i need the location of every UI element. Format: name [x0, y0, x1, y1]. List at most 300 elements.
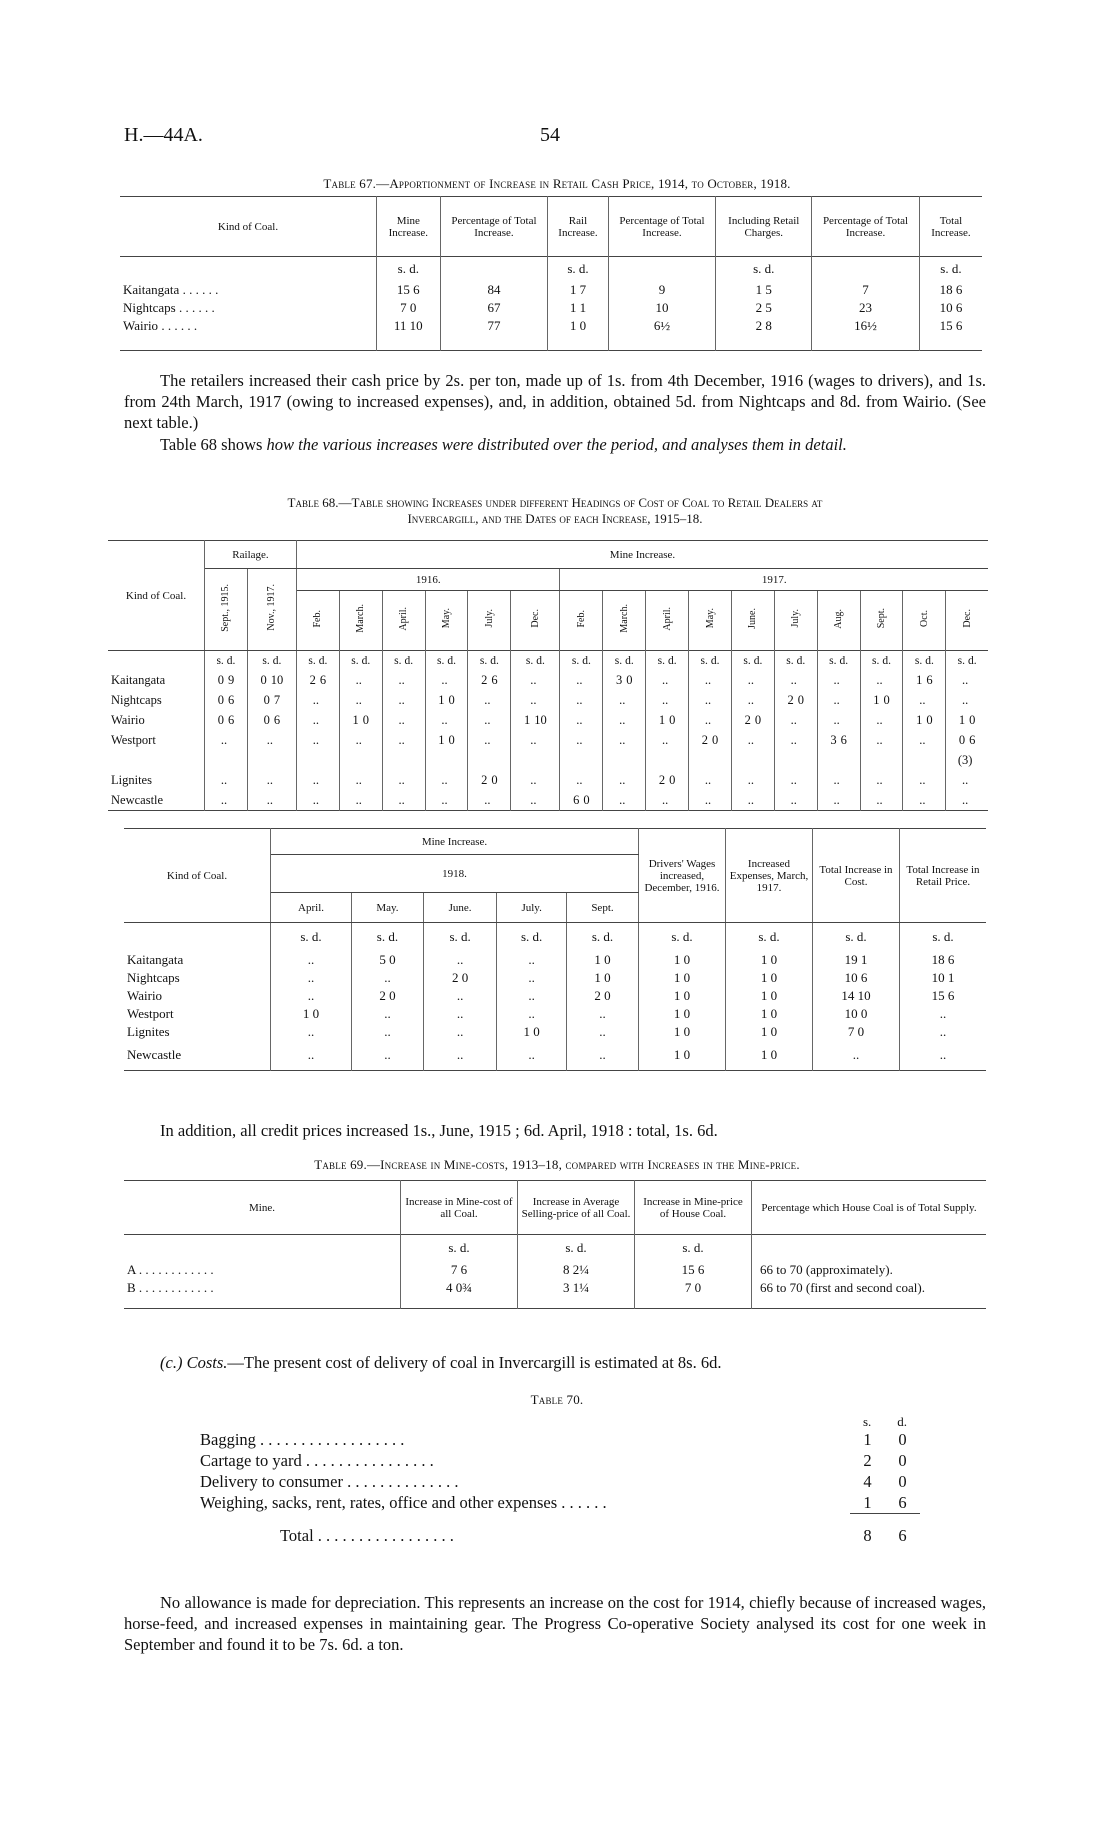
t69-cell: 4 0¾ [401, 1279, 518, 1309]
t68b-cell: .. [497, 951, 567, 969]
table69 [124, 1180, 986, 1309]
t68-cell [774, 671, 817, 691]
t68b-cell: .. [497, 987, 567, 1005]
t68-cell-s: .. [619, 693, 626, 707]
t67-cell: 16½ [812, 317, 920, 351]
t68-cell [946, 771, 988, 791]
t68-unit-s: s. [351, 654, 359, 667]
t68b-cell: .. [423, 1023, 497, 1041]
t68-row [108, 691, 988, 711]
t68-cell [731, 771, 774, 791]
t68-cell-s: .. [704, 792, 712, 807]
table67 [120, 196, 982, 351]
t68b-cell: .. [566, 1005, 638, 1023]
t69-cell: 7 6 [401, 1261, 518, 1279]
t68-cell [817, 691, 860, 711]
t68b-cell: 1 0 [726, 951, 813, 969]
t68-month-1917: May. [689, 591, 732, 651]
t68-unit-d: d. [882, 654, 891, 667]
t68-unit-d: d. [796, 654, 806, 667]
table70-title: Table 70. [530, 1392, 584, 1407]
t67-cell: Nightcaps . . . . . . [120, 299, 377, 317]
t68b-unit-cell: s. d. [352, 923, 424, 951]
t68-unit-s: s. [914, 654, 923, 667]
paragraph-depreciation: No allowance is made for depreciation. This represents an increase on the cost for 1914, chiefly because of increased wages, horse-feed, and increased expenses in maintaining gear. The Progress Co-operative Society analysed its cost for one week in September and found it to be 7s. 6d. a ton. [124, 1593, 986, 1654]
t68-cell [296, 771, 339, 791]
t68-month-1916: March. [339, 591, 382, 651]
t68-cell [903, 731, 946, 751]
t68-cell-s: .. [790, 792, 797, 807]
t69-unit-cell [124, 1235, 401, 1261]
t68-cell [339, 691, 382, 711]
t68b-cell: .. [423, 987, 497, 1005]
t68-cell [946, 691, 988, 711]
t68-cell-s: .. [876, 713, 883, 727]
t68-month-1916: May. [425, 591, 468, 651]
t68-unit-d: d. [361, 654, 371, 667]
t68-cell-s: .. [576, 733, 583, 747]
t68-cell-d: 0 [969, 713, 976, 727]
t68-unit-cell [382, 651, 425, 671]
t68-cell [860, 671, 903, 691]
t68-row-label [108, 751, 205, 771]
t68b-cell: .. [352, 1005, 424, 1023]
t68b-header-mine: Mine Increase. [271, 829, 639, 855]
t68b-cell: .. [352, 969, 424, 987]
t68-cell-d: 0 [626, 673, 633, 687]
t68-unit-cell [689, 651, 732, 671]
t68-cell [646, 711, 689, 731]
t68b-row [124, 1023, 986, 1041]
t68-cell [860, 731, 903, 751]
table67-title: Table 67.—Apportionment of Increase in Retail Cash Price, 1914, to October, 1918. [323, 176, 791, 191]
t68-cell [425, 791, 468, 811]
t67-cell: 84 [440, 281, 548, 299]
t68-month-1916: July. [468, 591, 511, 651]
t68-cell [731, 691, 774, 711]
t67-cell: 1 0 [548, 317, 608, 351]
t68-cell-s: .. [876, 673, 883, 687]
t70-total-label: Total [280, 1526, 314, 1545]
t68-unit-d: d. [839, 654, 849, 667]
page-number: 54 [540, 124, 560, 146]
t68-cell [382, 791, 425, 811]
t68b-cell: .. [271, 969, 352, 987]
t68-cell-d: 6 [926, 673, 933, 687]
t68-cell-s: .. [876, 733, 883, 747]
t68-cell-s: 6 [573, 792, 580, 807]
t68-cell-s: 2 [701, 733, 708, 747]
t68-cell-s: .. [790, 773, 797, 787]
t68b-cell: .. [423, 951, 497, 969]
t68-railage-nov-1917: Nov., 1917. [247, 569, 296, 651]
t70-total-row: Total . . . . . . . . . . . . . . . . . 8 6 [280, 1526, 907, 1545]
t69-cell: A . . . . . . . . . . . . [124, 1261, 401, 1279]
t68-cell-s: .. [747, 773, 754, 787]
t67-cell: 1 1 [548, 299, 608, 317]
t68-unit-s: s. [525, 654, 534, 667]
t70-unit-header: s. d. [862, 1414, 908, 1429]
t68b-cell: 1 0 [639, 987, 726, 1005]
t68-cell [511, 671, 560, 691]
t68-cell-d: 0 [362, 713, 370, 727]
t68-cell-s: .. [398, 693, 405, 707]
t68-cell [468, 671, 511, 691]
t68b-header-drivers: Drivers' Wages increased, December, 1916. [639, 829, 726, 923]
t68-unit-s: s. [479, 654, 488, 667]
t68-cell [946, 711, 988, 731]
t68-unit-d: d. [447, 654, 457, 667]
t68-cell [689, 731, 732, 751]
t68-cell [425, 731, 468, 751]
t70-total-pence: 6 [898, 1526, 907, 1545]
t68-cell-s: 1 [958, 713, 966, 727]
t67-cell: 10 6 [939, 299, 963, 315]
t68-cell [603, 671, 646, 691]
t68b-cell: .. [939, 1047, 947, 1063]
t68-row-label: Westport [108, 731, 205, 751]
t67-cell: 15 6 [939, 317, 963, 333]
t68b-cell: .. [497, 969, 567, 987]
t68b-row [124, 969, 986, 987]
t68-cell-s: 3 [616, 673, 623, 687]
t68-cell-s: .. [266, 733, 274, 747]
t68b-cell: 18 6 [931, 951, 955, 967]
t68-cell-s: .. [220, 773, 228, 787]
t68-row-label: Wairio [108, 711, 205, 731]
t68-cell [946, 751, 988, 771]
table69-title: Table 69.—Increase in Mine-costs, 1913–18, compared with Increases in the Mine-price. [314, 1157, 800, 1172]
t68-cell-s: .. [576, 773, 583, 787]
t68-unit-cell [425, 651, 468, 671]
t69-header-mine: Mine. [124, 1181, 401, 1235]
t68b-header-total-retail: Total Increase in Retail Price. [900, 829, 987, 923]
t68b-cell: 1 0 [639, 1023, 726, 1041]
t68-cell-s: .. [355, 673, 362, 687]
t68-cell [511, 711, 560, 731]
t68-cell [296, 751, 339, 771]
t70-row: Bagging . . . . . . . . . . . . . . . . . . 1 0 [200, 1430, 907, 1449]
t68-month-1917: Feb. [560, 591, 603, 651]
t68b-cell: .. [939, 1005, 947, 1021]
t68-month-1917: Aug. [817, 591, 860, 651]
t68-cell-s: .. [833, 773, 840, 787]
t68b-row-label: Westport [124, 1005, 271, 1023]
t69-cell: 8 2¼ [518, 1261, 635, 1279]
t68-cell-d: 7 [273, 693, 281, 707]
t68-cell [603, 731, 646, 751]
t68-cell [560, 711, 603, 731]
t68-cell [860, 791, 903, 811]
t67-cell: 2 8 [716, 317, 812, 351]
t68-cell [247, 731, 296, 751]
t68-cell [511, 791, 560, 811]
t68-cell [339, 711, 382, 731]
t68b-month: May. [352, 893, 424, 923]
t68-cell-s: .. [441, 673, 448, 687]
t68-cell [339, 791, 382, 811]
t68-unit-s: s. [614, 654, 623, 667]
t68b-month: June. [423, 893, 497, 923]
t68b-cell: 19 1 [813, 951, 900, 969]
t67-cell: Wairio . . . . . . [120, 317, 377, 351]
t68-unit-s: s. [829, 654, 837, 667]
t68-cell [247, 691, 296, 711]
t68-row-label: Nightcaps [108, 691, 205, 711]
t68-cell [339, 671, 382, 691]
t68b-cell: 1 0 [271, 1005, 352, 1023]
t68-row-label: Lignites [108, 771, 205, 791]
t69-header-percentage: Percentage which House Coal is of Total Supply. [761, 1201, 977, 1214]
t68-row-label: Newcastle [108, 791, 205, 811]
t68-cell-s: .. [398, 733, 405, 747]
t68-unit-cell [247, 651, 296, 671]
t68-cell-s: .. [355, 733, 362, 747]
t68b-header-1918: 1918. [271, 855, 639, 893]
t68-unit-d: d. [582, 654, 591, 667]
t68-cell-s: .. [662, 733, 669, 747]
t68b-unit-cell: s. d. [813, 923, 900, 951]
t70-label: Delivery to consumer [200, 1472, 343, 1491]
t68-cell-s: .. [919, 792, 926, 807]
t68-unit-s: s. [262, 654, 270, 667]
t68-cell [646, 771, 689, 791]
t68b-cell: .. [271, 951, 352, 969]
t68-cell [774, 791, 817, 811]
t68-cell [689, 711, 732, 731]
t68-cell [603, 751, 646, 771]
t68b-row-label: Wairio [124, 987, 271, 1005]
t69-header-mine-cost: Increase in Mine-cost of all Coal. [401, 1181, 518, 1235]
t68b-cell: 1 0 [639, 1005, 726, 1023]
t67-row [120, 281, 982, 299]
t68-cell [468, 791, 511, 811]
t68-cell [646, 671, 689, 691]
t68-cell [817, 791, 860, 811]
t68-unit-cell [903, 651, 946, 671]
t68-cell-d: 0 [926, 713, 933, 727]
t70-pence: 0 [898, 1430, 907, 1449]
t67-cell: 7 0 [377, 299, 441, 317]
t68-cell-d: 0 [797, 693, 804, 707]
t68-cell [205, 751, 248, 771]
t68-cell-s: .. [704, 773, 712, 787]
t68-cell [296, 711, 339, 731]
t68b-cell: .. [497, 1005, 567, 1023]
t68-cell [511, 691, 560, 711]
t68-cell [903, 671, 946, 691]
t68-cell-s: .. [876, 773, 883, 787]
t68b-cell: 5 0 [352, 951, 424, 969]
t68-cell-s: .. [790, 733, 797, 747]
t68-cell-s: .. [441, 792, 448, 807]
t68-cell-s: .. [790, 713, 797, 727]
t68-cell [860, 751, 903, 771]
t67-cell: 2 5 [716, 299, 812, 317]
t68-cell-d: 0 [669, 773, 676, 787]
t68b-cell: 7 0 [813, 1023, 900, 1041]
t68-cell [382, 671, 425, 691]
t68-cell [425, 691, 468, 711]
t68-cell [247, 671, 296, 691]
t68b-cell: 1 0 [566, 969, 638, 987]
t68-cell-s: .. [704, 713, 712, 727]
t68-unit-cell [296, 651, 339, 671]
t68-unit-cell [205, 651, 248, 671]
t68b-cell: 1 0 [726, 1041, 813, 1071]
t68-cell [646, 751, 689, 771]
t68-cell-d: 6 [227, 713, 235, 727]
t68b-cell: 1 0 [726, 969, 813, 987]
t68-cell-s: .. [619, 773, 626, 787]
t68-cell-s: .. [312, 773, 320, 787]
t68-cell [296, 731, 339, 751]
t68-row [108, 771, 988, 791]
t68-cell [603, 791, 646, 811]
t68-cell-d: 0 [712, 733, 719, 747]
paragraph-table68-intro: Table 68 shows how the various increases were distributed over the period, and analyses them in detail. [160, 435, 847, 454]
t68-cell-d: 0 [491, 773, 498, 787]
t68-cell-s: .. [312, 693, 320, 707]
t69-cell: 7 0 [635, 1279, 752, 1309]
t67-cell: 67 [440, 299, 548, 317]
t68-unit-cell [511, 651, 560, 671]
t67-cell: 23 [812, 299, 920, 317]
paragraph-retailers: The retailers increased their cash price by 2s. per ton, made up of 1s. from 4th December, 1916 (wages to drivers), and 1s. from 24th March, 1917 (owing to increased expenses), and, in addition, obtained 5d. from Nightcaps and 8d. from Wairio. (See next table.) [124, 371, 986, 432]
t68-cell [689, 671, 732, 691]
t68-cell-s: .. [484, 792, 491, 807]
t68b-cell: .. [423, 1041, 497, 1071]
t68b-cell: 1 0 [639, 1041, 726, 1071]
t68-cell-s: .. [266, 773, 274, 787]
t68-cell-s: .. [662, 693, 669, 707]
t68-unit-s: s. [657, 654, 665, 667]
t68-cell-d: 10 [270, 673, 284, 687]
t68-cell-s: .. [398, 713, 405, 727]
t68-cell-s: .. [220, 792, 228, 807]
t67-cell: 9 [608, 281, 716, 299]
t68-cell [946, 791, 988, 811]
t68-cell [511, 751, 560, 771]
t68-cell-d: 6 [319, 673, 327, 687]
t69-row [124, 1261, 986, 1279]
t70-row: Cartage to yard . . . . . . . . . . . . . . . . 2 0 [200, 1451, 907, 1470]
t68b-row-label: Newcastle [124, 1041, 271, 1071]
t68-unit-cell [860, 651, 903, 671]
t68-cell-d: 0 [669, 713, 676, 727]
t68-cell [774, 751, 817, 771]
t68-railage-sept-1915: Sept., 1915. [205, 569, 248, 651]
t68b-row [124, 1005, 986, 1023]
t68-unit-s: s. [437, 654, 445, 667]
t69-unit-cell: s. d. [401, 1235, 518, 1261]
t68-cell [382, 771, 425, 791]
t68-cell [689, 751, 732, 771]
t68-cell [468, 711, 511, 731]
t68-cell-s: .. [662, 792, 669, 807]
t67-header-retail: Including Retail Charges. [716, 197, 812, 257]
t68-cell [560, 671, 603, 691]
t68-unit-d: d. [753, 654, 763, 667]
t68-unit-d: d. [272, 654, 282, 667]
t68-month-1917: Sept. [860, 591, 903, 651]
t68-cell-s: .. [790, 673, 797, 687]
t68b-unit-cell: s. d. [932, 928, 954, 944]
t68-cell-s: .. [962, 673, 969, 687]
t68-cell-d: 9 [227, 673, 235, 687]
t68-cell [860, 771, 903, 791]
t68-cell-s: 0 [263, 713, 270, 727]
t68-cell-s: .. [484, 733, 491, 747]
t68-unit-d: d. [226, 654, 236, 667]
t68b-row-label: Lignites [124, 1023, 271, 1041]
t68-cell-s: 3 [830, 733, 837, 747]
t69-unit-cell: s. d. [518, 1235, 635, 1261]
t68-unit-cell [603, 651, 646, 671]
t68-cell [205, 711, 248, 731]
t68b-unit-cell: s. d. [566, 923, 638, 951]
t70-shillings: 2 [863, 1451, 872, 1470]
t68-cell-d: 0 [883, 693, 890, 707]
t68-unit-cell [468, 651, 511, 671]
t67-unit-cell [812, 257, 920, 281]
t68-cell-s: .. [962, 792, 969, 807]
t68-month-1916: Dec. [511, 591, 560, 651]
t67-unit-cell [120, 257, 377, 281]
t68b-row [124, 987, 986, 1005]
t68-cell-s: .. [530, 792, 537, 807]
t68b-header-expenses: Increased Expenses, March, 1917. [726, 829, 813, 923]
t68-unit-s: s. [571, 654, 580, 667]
t68-cell-s: .. [576, 673, 583, 687]
t68-cell [468, 771, 511, 791]
t68-cell-s: .. [619, 733, 626, 747]
t67-cell: Kaitangata . . . . . . [120, 281, 377, 299]
t68-cell-s: 2 [787, 693, 794, 707]
t68-cell [382, 731, 425, 751]
t68-cell-s: .. [919, 773, 926, 787]
t68-cell [646, 791, 689, 811]
t67-cell: 77 [440, 317, 548, 351]
t68-cell-s: 0 [263, 693, 270, 707]
t68-cell [247, 711, 296, 731]
t67-cell: 18 6 [939, 281, 963, 297]
t68-cell-d: 0 [448, 693, 455, 707]
t68-unit-cell [946, 651, 988, 671]
table68-title: Table 68.—Table showing Increases under different Headings of Cost of Coal to Retail Dealers at Invercargill, and the Dates of each Increase, 1915–18. [287, 495, 823, 526]
t68-month-1917: June. [731, 591, 774, 651]
t68-cell [205, 691, 248, 711]
t70-shillings: 1 [863, 1430, 872, 1449]
t68-cell [603, 691, 646, 711]
t68-unit-s: s. [308, 654, 316, 667]
t68-cell-s: .. [962, 773, 969, 787]
t68b-cell: .. [271, 987, 352, 1005]
t68-cell [817, 731, 860, 751]
t68-row-label: Kaitangata [108, 671, 205, 691]
t68-row [108, 751, 988, 771]
t68-header-mine: Mine Increase. [296, 541, 988, 569]
t68-cell-s: .. [919, 693, 926, 707]
t68b-unit-cell: s. d. [271, 923, 352, 951]
t68-cell-s: 1 [438, 733, 445, 747]
t68-cell [731, 751, 774, 771]
t68-cell [903, 691, 946, 711]
t68-row [108, 791, 988, 811]
t68b-cell: .. [352, 1023, 424, 1041]
t70-pence: 6 [898, 1493, 907, 1512]
t68b-cell: 10 1 [931, 969, 955, 985]
